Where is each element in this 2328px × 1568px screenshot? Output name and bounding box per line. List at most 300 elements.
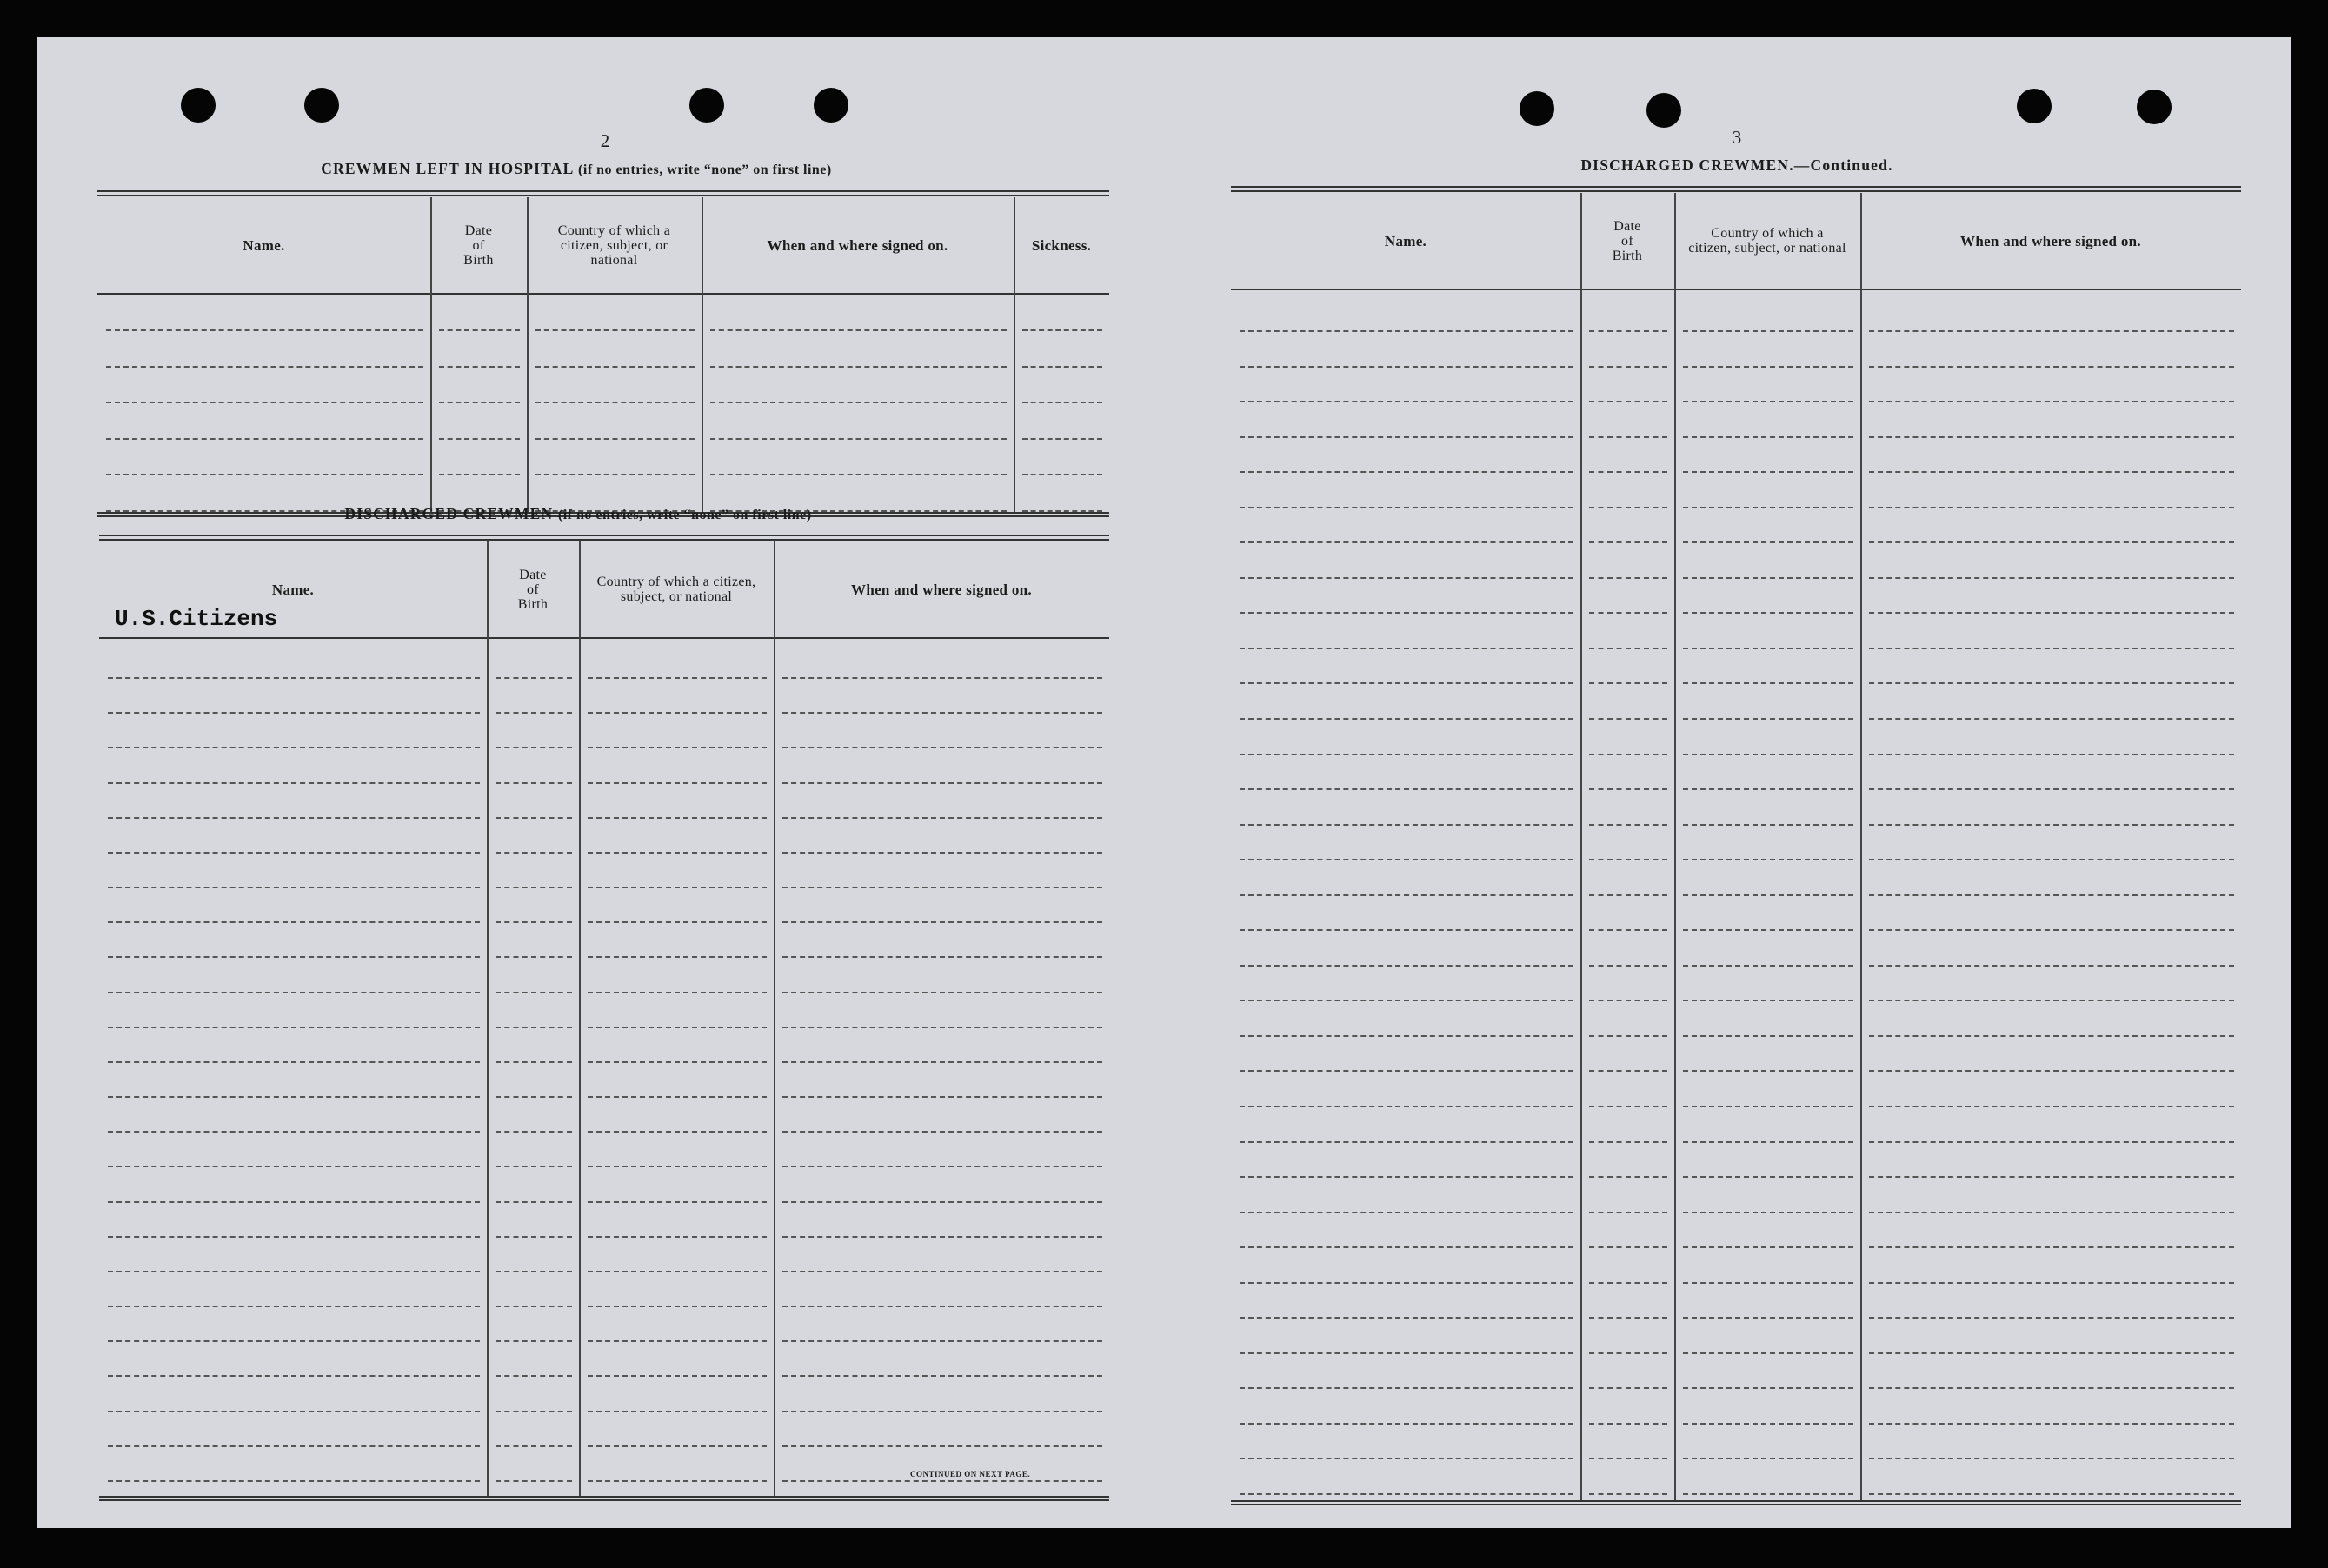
row-line xyxy=(782,1131,1102,1133)
row-line xyxy=(1869,1387,2234,1389)
row-line xyxy=(1869,965,2234,967)
row-line xyxy=(108,956,480,958)
row-line xyxy=(496,1236,572,1238)
column-divider xyxy=(527,197,529,512)
row-line xyxy=(1240,718,1573,720)
row-line xyxy=(1240,859,1573,860)
row-line xyxy=(1240,612,1573,614)
row-line xyxy=(588,1271,767,1272)
row-line xyxy=(588,1375,767,1377)
row-line xyxy=(782,1096,1102,1098)
row-line xyxy=(782,1166,1102,1167)
row-line xyxy=(1683,682,1853,684)
row-line xyxy=(588,1201,767,1203)
row-line xyxy=(108,1411,480,1412)
discharged-continued-table xyxy=(1231,186,2241,1504)
row-line xyxy=(1869,366,2234,368)
table-top-rule xyxy=(99,535,1109,536)
row-line xyxy=(1683,754,1853,755)
row-line xyxy=(496,852,572,854)
table-top-rule xyxy=(1231,190,2241,192)
row-line xyxy=(106,329,423,331)
row-line xyxy=(1240,1246,1573,1248)
column-header-1: Name. xyxy=(271,581,315,598)
column-divider xyxy=(1860,193,1862,1500)
row-line xyxy=(535,474,695,475)
row-line xyxy=(588,1411,767,1412)
row-line xyxy=(782,1306,1102,1307)
row-line xyxy=(1240,1176,1573,1178)
column-header-4: When and where signed on. xyxy=(851,581,1032,598)
row-line xyxy=(496,887,572,888)
row-line xyxy=(108,1340,480,1342)
row-line xyxy=(1240,577,1573,579)
row-line xyxy=(439,474,520,475)
row-line xyxy=(710,329,1007,331)
discharged-title-text: DISCHARGED CREWMEN xyxy=(344,505,554,522)
row-line xyxy=(496,782,572,784)
row-line xyxy=(108,1201,480,1203)
punch-hole xyxy=(2137,90,2172,124)
row-line xyxy=(108,1131,480,1133)
row-line xyxy=(1240,471,1573,473)
row-line xyxy=(535,329,695,331)
row-line xyxy=(1869,1000,2234,1001)
row-line xyxy=(1240,1282,1573,1284)
row-line xyxy=(588,887,767,888)
continued-footer: CONTINUED ON NEXT PAGE. xyxy=(910,1470,1031,1478)
row-line xyxy=(1683,612,1853,614)
row-line xyxy=(1589,1000,1667,1001)
row-line xyxy=(588,1061,767,1063)
column-divider xyxy=(1014,197,1015,512)
row-line xyxy=(1589,1317,1667,1319)
row-line xyxy=(782,1061,1102,1063)
row-line xyxy=(1240,366,1573,368)
column-header-1: Name. xyxy=(243,236,285,254)
row-line xyxy=(1589,1070,1667,1072)
row-line xyxy=(1869,1493,2234,1495)
row-line xyxy=(108,747,480,748)
row-line xyxy=(1683,507,1853,508)
row-line xyxy=(1683,1282,1853,1284)
row-line xyxy=(1869,1141,2234,1143)
row-line xyxy=(108,1236,480,1238)
row-line xyxy=(439,402,520,403)
column-divider xyxy=(579,541,581,1496)
row-line xyxy=(1589,1423,1667,1425)
row-line xyxy=(1869,612,2234,614)
row-line xyxy=(108,1027,480,1028)
row-line xyxy=(588,1027,767,1028)
row-line xyxy=(1022,329,1102,331)
row-line xyxy=(1683,894,1853,896)
row-line xyxy=(1589,1035,1667,1037)
row-line xyxy=(1589,1387,1667,1389)
row-line xyxy=(1683,1246,1853,1248)
row-line xyxy=(782,677,1102,679)
row-line xyxy=(1022,366,1102,368)
row-line xyxy=(1589,788,1667,790)
table-bottom-rule xyxy=(99,1496,1109,1498)
row-line xyxy=(1869,1282,2234,1284)
row-line xyxy=(1240,401,1573,402)
row-line xyxy=(1869,507,2234,508)
table-bottom-rule xyxy=(1231,1504,2241,1505)
row-line xyxy=(106,438,423,440)
row-line xyxy=(588,1480,767,1482)
row-line xyxy=(710,402,1007,403)
row-line xyxy=(710,474,1007,475)
row-line xyxy=(782,1480,1102,1482)
row-line xyxy=(1589,1106,1667,1107)
row-line xyxy=(108,677,480,679)
row-line xyxy=(1240,682,1573,684)
discharged-table xyxy=(99,535,1109,1499)
table-header-rule xyxy=(97,293,1109,295)
discharged-entry-1: U.S.Citizens xyxy=(115,606,278,632)
row-line xyxy=(1240,507,1573,508)
punch-hole xyxy=(689,88,724,123)
row-line xyxy=(588,1340,767,1342)
row-line xyxy=(1240,541,1573,543)
row-line xyxy=(1683,471,1853,473)
row-line xyxy=(1589,859,1667,860)
row-line xyxy=(496,1340,572,1342)
table-bottom-rule xyxy=(99,1499,1109,1501)
row-line xyxy=(1683,1352,1853,1354)
row-line xyxy=(108,817,480,819)
column-header-2: Date of Birth xyxy=(1612,218,1643,263)
row-line xyxy=(1683,824,1853,826)
row-line xyxy=(496,1096,572,1098)
row-line xyxy=(1869,754,2234,755)
row-line xyxy=(1589,1493,1667,1495)
row-line xyxy=(1683,929,1853,931)
row-line xyxy=(1240,1212,1573,1213)
row-line xyxy=(535,438,695,440)
column-header-3: Country of which a citizen, subject, or national xyxy=(1688,226,1846,256)
row-line xyxy=(588,747,767,748)
column-divider xyxy=(702,197,703,512)
row-line xyxy=(108,1271,480,1272)
row-line xyxy=(1869,788,2234,790)
row-line xyxy=(588,1306,767,1307)
row-line xyxy=(496,956,572,958)
punch-hole xyxy=(814,88,848,123)
row-line xyxy=(1683,1493,1853,1495)
row-line xyxy=(1240,648,1573,649)
row-line xyxy=(108,992,480,993)
table-top-rule xyxy=(99,539,1109,541)
row-line xyxy=(1022,402,1102,403)
row-line xyxy=(1589,366,1667,368)
row-line xyxy=(1683,1000,1853,1001)
column-divider xyxy=(1580,193,1582,1500)
row-line xyxy=(106,474,423,475)
row-line xyxy=(1589,330,1667,332)
row-line xyxy=(1240,1141,1573,1143)
row-line xyxy=(1589,541,1667,543)
row-line xyxy=(1683,541,1853,543)
row-line xyxy=(496,1166,572,1167)
row-line xyxy=(1683,366,1853,368)
table-bottom-rule xyxy=(1231,1500,2241,1502)
column-header-3: Country of which a citizen, subject, or national xyxy=(557,223,671,268)
row-line xyxy=(1869,1246,2234,1248)
row-line xyxy=(1240,1106,1573,1107)
row-line xyxy=(1869,1035,2234,1037)
row-line xyxy=(1869,1423,2234,1425)
row-line xyxy=(1683,577,1853,579)
row-line xyxy=(439,329,520,331)
row-line xyxy=(1869,330,2234,332)
row-line xyxy=(1240,894,1573,896)
row-line xyxy=(1589,754,1667,755)
row-line xyxy=(108,1306,480,1307)
row-line xyxy=(1683,1317,1853,1319)
row-line xyxy=(782,1340,1102,1342)
row-line xyxy=(1683,1212,1853,1213)
row-line xyxy=(496,1306,572,1307)
column-divider xyxy=(430,197,432,512)
row-line xyxy=(496,1445,572,1447)
row-line xyxy=(1589,824,1667,826)
row-line xyxy=(782,852,1102,854)
row-line xyxy=(1589,471,1667,473)
row-line xyxy=(496,1027,572,1028)
row-line xyxy=(1683,1423,1853,1425)
row-line xyxy=(588,817,767,819)
row-line xyxy=(108,1096,480,1098)
row-line xyxy=(782,817,1102,819)
row-line xyxy=(1869,1212,2234,1213)
column-header-2: Date of Birth xyxy=(463,223,494,268)
row-line xyxy=(496,817,572,819)
row-line xyxy=(1240,1000,1573,1001)
row-line xyxy=(1869,471,2234,473)
row-line xyxy=(535,366,695,368)
row-line xyxy=(439,366,520,368)
row-line xyxy=(1869,718,2234,720)
row-line xyxy=(496,1061,572,1063)
column-divider xyxy=(1674,193,1676,1500)
row-line xyxy=(710,438,1007,440)
row-line xyxy=(1589,1212,1667,1213)
row-line xyxy=(588,782,767,784)
row-line xyxy=(108,1061,480,1063)
column-header-5: Sickness. xyxy=(1031,236,1092,254)
row-line xyxy=(1869,859,2234,860)
row-line xyxy=(106,402,423,403)
table-top-rule xyxy=(1231,186,2241,188)
row-line xyxy=(1022,510,1102,512)
row-line xyxy=(1240,436,1573,438)
row-line xyxy=(782,747,1102,748)
column-divider xyxy=(774,541,775,1496)
hospital-table xyxy=(97,190,1109,517)
row-line xyxy=(108,782,480,784)
row-line xyxy=(1869,682,2234,684)
row-line xyxy=(108,1166,480,1167)
column-header-4: When and where signed on. xyxy=(1960,232,2141,249)
row-line xyxy=(1240,824,1573,826)
row-line xyxy=(1240,330,1573,332)
hospital-title-note: (if no entries, write “none” on first line) xyxy=(578,163,832,177)
row-line xyxy=(710,366,1007,368)
row-line xyxy=(439,438,520,440)
row-line xyxy=(1589,1282,1667,1284)
row-line xyxy=(535,402,695,403)
row-line xyxy=(1240,1423,1573,1425)
row-line xyxy=(496,1131,572,1133)
row-line xyxy=(1869,541,2234,543)
row-line xyxy=(1022,438,1102,440)
row-line xyxy=(1240,788,1573,790)
row-line xyxy=(1683,1070,1853,1072)
continued-section-title: DISCHARGED CREWMEN.—Continued. xyxy=(1580,156,1893,174)
row-line xyxy=(1683,1387,1853,1389)
row-line xyxy=(1869,894,2234,896)
row-line xyxy=(1683,401,1853,402)
row-line xyxy=(1589,1176,1667,1178)
row-line xyxy=(496,712,572,714)
row-line xyxy=(496,747,572,748)
punch-hole xyxy=(1646,93,1681,128)
row-line xyxy=(1589,507,1667,508)
page-number-left: 2 xyxy=(600,130,610,151)
row-line xyxy=(782,921,1102,923)
row-line xyxy=(1240,1070,1573,1072)
hospital-title-text: CREWMEN LEFT IN HOSPITAL xyxy=(321,160,574,177)
row-line xyxy=(588,956,767,958)
row-line xyxy=(1869,577,2234,579)
row-line xyxy=(1869,648,2234,649)
row-line xyxy=(782,1236,1102,1238)
row-line xyxy=(1589,682,1667,684)
row-line xyxy=(1869,1070,2234,1072)
row-line xyxy=(1683,1458,1853,1459)
row-line xyxy=(496,1201,572,1203)
row-line xyxy=(108,887,480,888)
row-line xyxy=(108,1445,480,1447)
row-line xyxy=(496,1411,572,1412)
hospital-section-title xyxy=(321,160,831,178)
row-line xyxy=(108,921,480,923)
row-line xyxy=(1589,929,1667,931)
punch-hole xyxy=(2017,89,2052,123)
row-line xyxy=(1589,577,1667,579)
row-line xyxy=(1022,474,1102,475)
row-line xyxy=(496,1271,572,1272)
row-line xyxy=(1589,436,1667,438)
punch-hole xyxy=(181,88,216,123)
row-line xyxy=(1683,965,1853,967)
column-header-3: Country of which a citizen, subject, or national xyxy=(596,575,756,604)
row-line xyxy=(782,712,1102,714)
row-line xyxy=(588,852,767,854)
row-line xyxy=(782,887,1102,888)
row-line xyxy=(782,1445,1102,1447)
row-line xyxy=(782,782,1102,784)
row-line xyxy=(1240,1035,1573,1037)
row-line xyxy=(1589,894,1667,896)
row-line xyxy=(782,1375,1102,1377)
row-line xyxy=(108,712,480,714)
row-line xyxy=(1869,1317,2234,1319)
row-line xyxy=(782,1201,1102,1203)
row-line xyxy=(1869,929,2234,931)
table-top-rule xyxy=(97,195,1109,196)
row-line xyxy=(1683,1141,1853,1143)
row-line xyxy=(1589,1352,1667,1354)
row-line xyxy=(588,712,767,714)
table-top-rule xyxy=(97,190,1109,192)
table-header-rule xyxy=(1231,289,2241,290)
row-line xyxy=(588,992,767,993)
row-line xyxy=(1589,1141,1667,1143)
punch-hole xyxy=(1520,91,1554,126)
row-line xyxy=(1589,1458,1667,1459)
row-line xyxy=(782,992,1102,993)
row-line xyxy=(588,1236,767,1238)
row-line xyxy=(1589,401,1667,402)
row-line xyxy=(782,1027,1102,1028)
scanned-form-sheet xyxy=(37,37,2291,1528)
row-line xyxy=(588,677,767,679)
row-line xyxy=(1869,436,2234,438)
row-line xyxy=(1869,1176,2234,1178)
row-line xyxy=(782,956,1102,958)
punch-hole xyxy=(304,88,339,123)
row-line xyxy=(1683,788,1853,790)
row-line xyxy=(1683,718,1853,720)
row-line xyxy=(1240,1458,1573,1459)
row-line xyxy=(1869,1458,2234,1459)
column-divider xyxy=(487,541,489,1496)
row-line xyxy=(782,1411,1102,1412)
row-line xyxy=(1589,612,1667,614)
row-line xyxy=(588,1131,767,1133)
row-line xyxy=(1240,1317,1573,1319)
row-line xyxy=(1240,929,1573,931)
discharged-section-title xyxy=(344,505,811,523)
row-line xyxy=(1240,754,1573,755)
page-number-right: 3 xyxy=(1732,127,1742,148)
row-line xyxy=(1869,824,2234,826)
row-line xyxy=(1240,1352,1573,1354)
row-line xyxy=(1589,648,1667,649)
row-line xyxy=(1683,1106,1853,1107)
discharged-title-note: (if no entries, write “none” on first line) xyxy=(557,508,812,522)
row-line xyxy=(1683,1176,1853,1178)
row-line xyxy=(496,992,572,993)
row-line xyxy=(782,1271,1102,1272)
row-line xyxy=(1240,965,1573,967)
row-line xyxy=(496,1480,572,1482)
row-line xyxy=(1683,859,1853,860)
row-line xyxy=(1869,401,2234,402)
column-header-1: Name. xyxy=(1384,232,1427,249)
row-line xyxy=(108,1375,480,1377)
row-line xyxy=(1869,1352,2234,1354)
row-line xyxy=(1683,330,1853,332)
row-line xyxy=(1589,965,1667,967)
row-line xyxy=(1589,1246,1667,1248)
column-header-2: Date of Birth xyxy=(517,567,549,612)
row-line xyxy=(1869,1106,2234,1107)
row-line xyxy=(1240,1387,1573,1389)
